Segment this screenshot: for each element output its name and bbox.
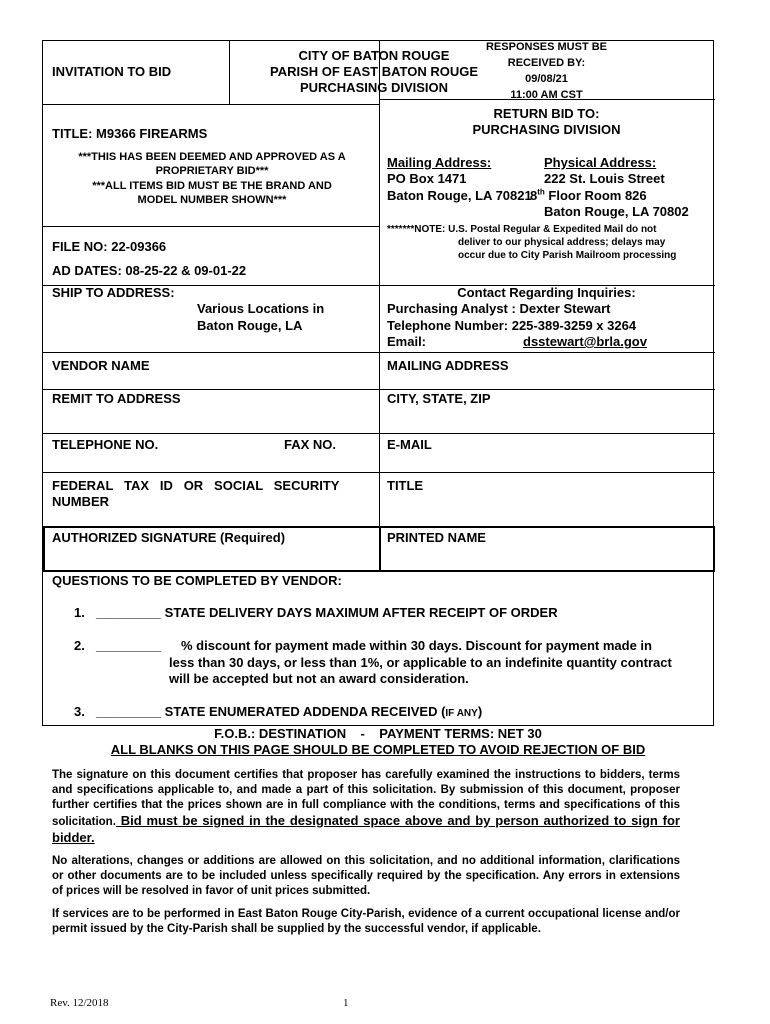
questions-heading: QUESTIONS TO BE COMPLETED BY VENDOR:: [52, 573, 342, 588]
responses-time: 11:00 AM CST: [510, 89, 583, 101]
question-2-line-2: less than 30 days, or less than 1%, or applicable to an indefinite quantity contract: [169, 655, 672, 670]
responses-date: 09/08/21: [525, 73, 568, 85]
city-line-2: PARISH OF EAST BATON ROUGE: [269, 64, 478, 79]
question-1-number: 1.: [74, 605, 85, 620]
proprietary-note-4: MODEL NUMBER SHOWN***: [137, 194, 287, 206]
bid-title: TITLE: M9366 FIREARMS: [52, 126, 208, 141]
telephone-field[interactable]: TELEPHONE NO.: [52, 437, 159, 452]
city-line-1: CITY OF BATON ROUGE: [298, 48, 450, 63]
tax-id-field-line-2: NUMBER: [52, 494, 110, 509]
contact-analyst: Purchasing Analyst : Dexter Stewart: [387, 301, 611, 316]
question-2-line-3: will be accepted but not an award consideration.: [169, 671, 469, 686]
contact-email[interactable]: dsstewart@brla.gov: [523, 334, 647, 349]
bid-form: [42, 40, 714, 726]
invitation-to-bid: INVITATION TO BID: [52, 64, 172, 79]
rule-signature-v: [379, 527, 381, 571]
signature-field[interactable]: AUTHORIZED SIGNATURE (Required): [52, 530, 286, 545]
license-paragraph: If services are to be performed in East Baton Rouge City-Parish, evidence of a current occupational license and/or permit issued by the City-Parish shall be supplied by the successful vendor, if applicable.: [52, 908, 680, 935]
question-3-number: 3.: [74, 704, 85, 719]
question-2-blank[interactable]: _________: [96, 638, 162, 653]
file-number: FILE NO: 22-09366: [52, 239, 167, 254]
mail-note-1: *******NOTE: U.S. Postal Regular & Expedited Mail do not: [387, 224, 657, 235]
contact-title: Contact Regarding Inquiries:: [457, 285, 636, 300]
responses-line-2: RECEIVED BY:: [507, 57, 586, 69]
vendor-name-field[interactable]: VENDOR NAME: [52, 358, 150, 373]
question-2-number: 2.: [74, 638, 85, 653]
physical-address-label: Physical Address:: [544, 155, 657, 170]
physical-address-line-2: 8th Floor Room 826: [530, 187, 647, 203]
proprietary-note-2: PROPRIETARY BID***: [155, 165, 269, 177]
return-bid-line-1: RETURN BID TO:: [493, 106, 600, 121]
physical-address-line-1: 222 St. Louis Street: [544, 171, 665, 186]
return-bid-line-2: PURCHASING DIVISION: [472, 122, 621, 137]
contact-phone: Telephone Number: 225-389-3259 x 3264: [387, 318, 637, 333]
page-number: 1: [343, 997, 349, 1009]
mail-note-3: occur due to City Parish Mailroom processing: [458, 250, 677, 261]
contact-email-label: Email:: [387, 334, 427, 349]
tax-id-field-line-1[interactable]: FEDERAL TAX ID OR SOCIAL SECURITY: [52, 478, 340, 493]
ship-to-label: SHIP TO ADDRESS:: [52, 285, 175, 300]
alterations-paragraph: No alterations, changes or additions are allowed on this solicitation, and no additional information, clarifications or other documents are to be included unless specifically required by the specification. Any errors in extensions of prices will be resolved in favor of unit prices submitted.: [52, 855, 680, 897]
ship-to-line-1: Various Locations in: [197, 301, 325, 316]
city-line-3: PURCHASING DIVISION: [299, 80, 449, 95]
city-state-zip-field[interactable]: CITY, STATE, ZIP: [387, 391, 491, 406]
rule-file-left: [43, 226, 379, 227]
mailing-address-line-1: PO Box 1471: [387, 171, 467, 186]
ship-to-line-2: Baton Rouge, LA: [197, 318, 303, 333]
remit-to-field[interactable]: REMIT TO ADDRESS: [52, 391, 181, 406]
question-3[interactable]: _________ STATE ENUMERATED ADDENDA RECEIVED (IF ANY): [96, 704, 483, 719]
title-field[interactable]: TITLE: [387, 478, 424, 493]
question-1[interactable]: _________ STATE DELIVERY DAYS MAXIMUM AFTER RECEIPT OF ORDER: [96, 605, 558, 620]
physical-address-line-3: Baton Rouge, LA 70802: [544, 204, 689, 219]
printed-name-field[interactable]: PRINTED NAME: [387, 530, 486, 545]
proprietary-note-1: ***THIS HAS BEEN DEEMED AND APPROVED AS A: [78, 151, 346, 163]
rejection-warning: ALL BLANKS ON THIS PAGE SHOULD BE COMPLETED TO AVOID REJECTION OF BID: [110, 742, 646, 757]
question-2-line-1: % discount for payment made within 30 days. Discount for payment made in: [181, 638, 652, 653]
fob-terms: F.O.B.: DESTINATION - PAYMENT TERMS: NET 30: [214, 726, 542, 741]
mailing-address-field[interactable]: MAILING ADDRESS: [387, 358, 509, 373]
ad-dates: AD DATES: 08-25-22 & 09-01-22: [52, 263, 247, 278]
revision-date: Rev. 12/2018: [50, 997, 109, 1009]
rule-header-left: [43, 104, 379, 105]
fax-field[interactable]: FAX NO.: [284, 437, 337, 452]
mailing-address-line-2: Baton Rouge, LA 70821: [387, 188, 532, 203]
mail-note-2: deliver to our physical address; delays may: [458, 237, 666, 248]
proprietary-note-3: ***ALL ITEMS BID MUST BE THE BRAND AND: [92, 180, 332, 192]
responses-line-1: RESPONSES MUST BE: [485, 41, 608, 53]
mailing-address-label: Mailing Address:: [387, 155, 492, 170]
certification-paragraph: The signature on this document certifies that proposer has carefully examined the instructions to bidders, terms and specifications applicable to, and made a part of this solicitation. By submission of this document, proposer further certifies that the prices shown are in full compliance with the conditions, terms and specifications of this solicitation. Bid must be signed in the designated space above and by person authorized to sign for bidder.: [52, 769, 680, 845]
email-field[interactable]: E-MAIL: [387, 437, 432, 452]
